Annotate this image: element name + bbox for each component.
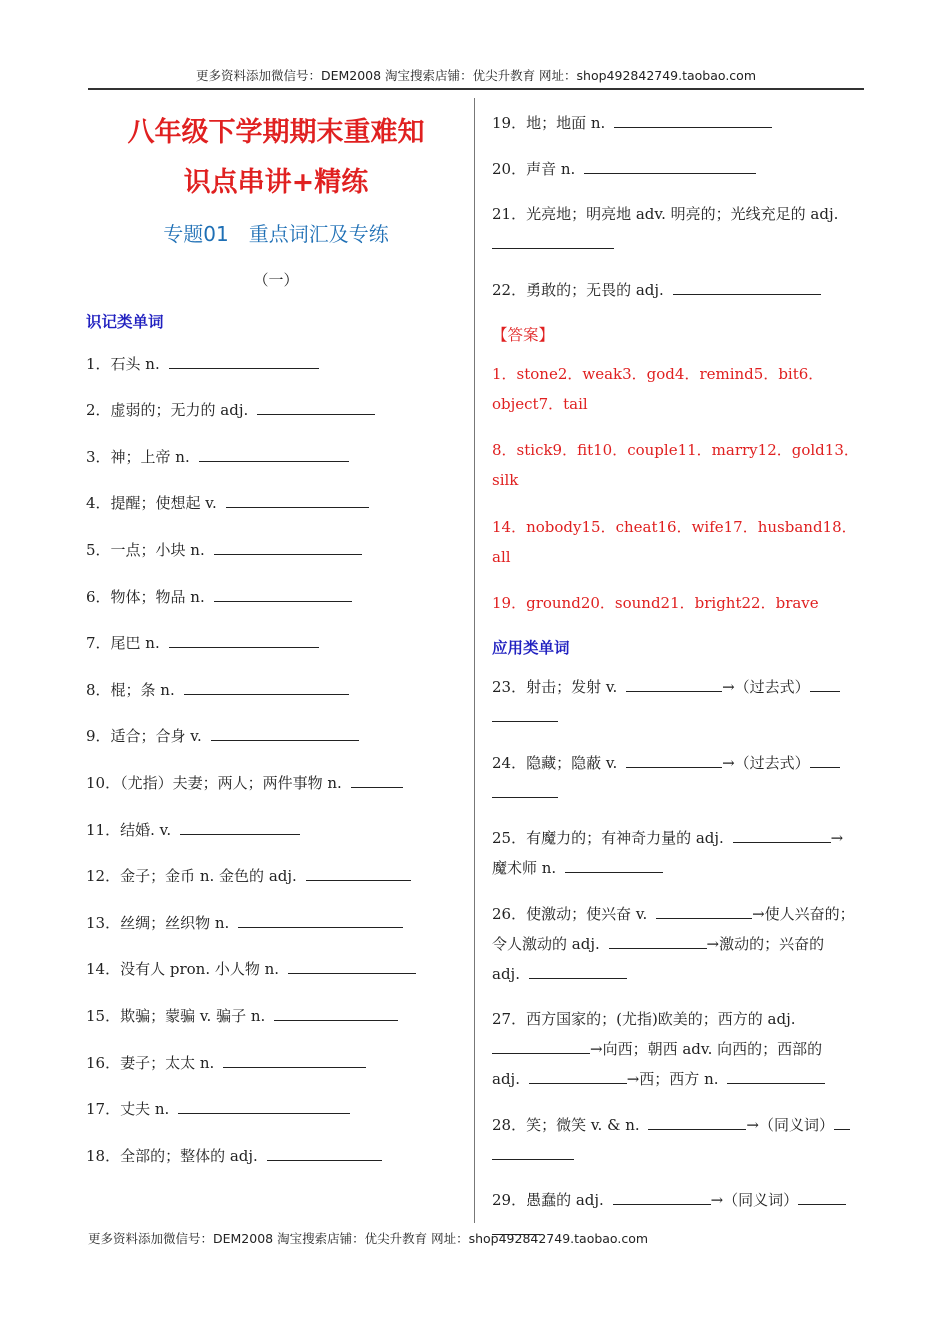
section-heading-memorize: 识记类单词 [86, 313, 164, 331]
list-item: 7．尾巴 n. [86, 628, 466, 658]
page-header: 更多资料添加微信号：DEM2008 淘宝搜索店铺：优尖升教育 网址：shop492842749.taobao.com [88, 66, 864, 90]
answer-blank[interactable] [584, 157, 756, 174]
answer-blank[interactable] [226, 491, 369, 508]
list-item: 15．欺骗；蒙骗 v. 骗子 n. [86, 1001, 466, 1031]
section-heading-apply: 应用类单词 [492, 639, 570, 657]
answer-blank[interactable] [214, 585, 352, 602]
list-item: 26．使激动；使兴奋 v. →使人兴奋的； 令人激动的 adj. →激动的；兴奋的 adj. [492, 899, 872, 989]
doc-title-line2: 识点串讲+精练 [183, 167, 369, 198]
answer-blank[interactable] [223, 1051, 366, 1068]
list-item: 1．石头 n. [86, 349, 466, 379]
right-column [492, 108, 872, 1245]
list-item: 18．全部的；整体的 adj. [86, 1141, 466, 1171]
answer-heading: 【答案】 [492, 325, 555, 344]
list-item: 29．愚蠢的 adj. →（同义词） [492, 1185, 872, 1245]
list-item: 25．有魔力的；有神奇力量的 adj. → 魔术师 n. [492, 823, 872, 883]
answer-blank[interactable] [267, 1144, 382, 1161]
answer-blank[interactable] [626, 675, 722, 692]
answer-blank[interactable] [733, 826, 831, 843]
answer-line: 14．nobody15．cheat16．wife17．husband18．all [492, 517, 857, 566]
answer-blank[interactable] [214, 538, 362, 555]
part-label: （一） [253, 271, 299, 289]
list-item: 21．光亮地；明亮地 adv. 明亮的；光线充足的 adj. [492, 199, 872, 259]
answer-blank[interactable] [211, 724, 359, 741]
answer-blank[interactable] [648, 1113, 746, 1130]
list-item: 12．金子；金币 n. 金色的 adj. [86, 861, 466, 891]
list-item: 6．物体；物品 n. [86, 582, 466, 612]
answer-blank[interactable] [614, 111, 772, 128]
list-item: 14．没有人 pron. 小人物 n. [86, 954, 466, 984]
list-item: 10．（尤指）夫妻；两人；两件事物 n. [86, 768, 466, 798]
answer-blank[interactable] [798, 1188, 846, 1205]
answer-blank[interactable] [810, 675, 840, 692]
answer-blank[interactable] [492, 1143, 574, 1160]
answer-blank[interactable] [184, 678, 349, 695]
answer-blank[interactable] [274, 1004, 398, 1021]
list-item: 20．声音 n. [492, 154, 872, 184]
doc-title-line1: 八年级下学期期末重难知 [127, 117, 425, 148]
answer-blank[interactable] [673, 278, 821, 295]
answer-blank[interactable] [609, 932, 707, 949]
answer-blank[interactable] [169, 631, 319, 648]
answer-blank[interactable] [178, 1097, 350, 1114]
list-item: 9．适合；合身 v. [86, 721, 466, 751]
answer-blank[interactable] [492, 1037, 590, 1054]
column-divider [474, 98, 475, 1223]
list-item: 24．隐藏；隐蔽 v. →（过去式） [492, 748, 872, 808]
answer-line: 1．stone2．weak3．god4．remind5．bit6． object7．tail [492, 364, 824, 413]
answer-blank[interactable] [727, 1067, 825, 1084]
list-item: 27．西方国家的；(尤指)欧美的；西方的 adj. →向西；朝西 adv. 向西的；西部的 adj. →西；西方 n. [492, 1004, 872, 1094]
answer-blank[interactable] [169, 352, 319, 369]
list-item: 8．棍；条 n. [86, 675, 466, 705]
answer-blank[interactable] [656, 902, 752, 919]
answer-blank[interactable] [492, 232, 614, 249]
list-item: 2．虚弱的；无力的 adj. [86, 395, 466, 425]
answer-blank[interactable] [529, 962, 627, 979]
list-item: 23．射击；发射 v. →（过去式） [492, 672, 872, 732]
answer-blank[interactable] [238, 911, 403, 928]
answer-blank[interactable] [306, 864, 411, 881]
answer-line: 8．stick9．fit10．couple11．marry12．gold13．silk [492, 441, 859, 489]
answer-blank[interactable] [257, 398, 375, 415]
answer-blank[interactable] [492, 781, 558, 798]
answer-blank[interactable] [613, 1188, 711, 1205]
answer-blank[interactable] [834, 1113, 850, 1130]
list-item: 5．一点；小块 n. [86, 535, 466, 565]
answer-blank[interactable] [626, 751, 722, 768]
answer-blank[interactable] [492, 705, 558, 722]
answer-blank[interactable] [565, 856, 663, 873]
answer-blank[interactable] [288, 957, 416, 974]
list-item: 19．地；地面 n. [492, 108, 872, 138]
left-column [86, 108, 466, 1171]
doc-subtitle: 专题01 重点词汇及专练 [163, 222, 389, 246]
list-item: 22．勇敢的；无畏的 adj. [492, 275, 872, 305]
answer-blank[interactable] [199, 445, 349, 462]
list-item: 11．结婚. v. [86, 815, 466, 845]
list-item: 4．提醒；使想起 v. [86, 488, 466, 518]
answer-blank[interactable] [351, 771, 403, 788]
list-item: 13．丝绸；丝织物 n. [86, 908, 466, 938]
answer-blank[interactable] [810, 751, 840, 768]
list-item: 28．笑；微笑 v. & n. →（同义词） [492, 1110, 872, 1170]
list-item: 17．丈夫 n. [86, 1094, 466, 1124]
page-footer: 更多资料添加微信号：DEM2008 淘宝搜索店铺：优尖升教育 网址：shop492842749.taobao.com [88, 1231, 649, 1246]
answer-blank[interactable] [180, 818, 300, 835]
list-item: 3．神；上帝 n. [86, 442, 466, 472]
list-item: 16．妻子；太太 n. [86, 1048, 466, 1078]
answer-line: 19．ground20．sound21．bright22．brave [492, 594, 819, 612]
doc-title [86, 108, 466, 208]
answer-blank[interactable] [529, 1067, 627, 1084]
